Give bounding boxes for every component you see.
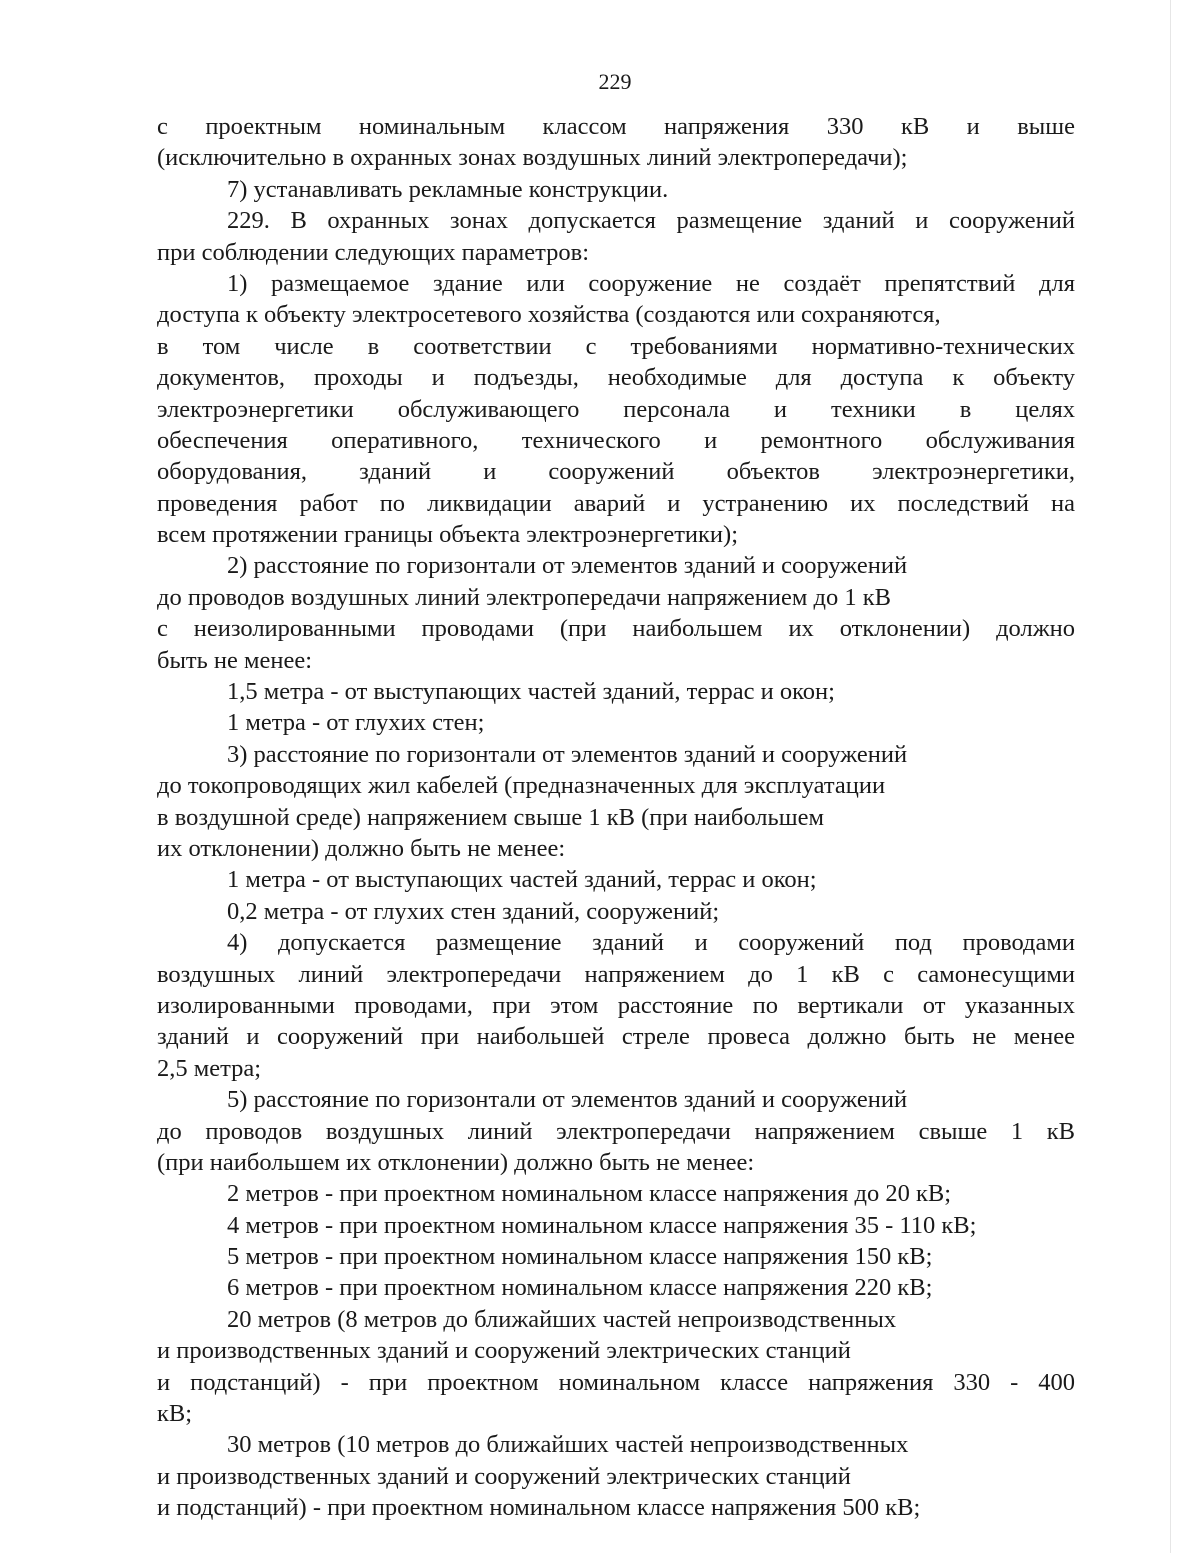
text-line: и производственных зданий и сооружений электрических станций — [157, 1462, 851, 1490]
text-line: 6 метров - при проектном номинальном классе напряжения 220 кВ; — [227, 1274, 933, 1302]
text-line: воздушных линий электропередачи напряжением до 1 кВ с самонесущими — [157, 960, 1075, 988]
text-line: быть не менее: — [157, 646, 313, 674]
text-line: до проводов воздушных линий электропередачи напряжением свыше 1 кВ — [157, 1117, 1075, 1145]
text-line: 229. В охранных зонах допускается размещение зданий и сооружений — [227, 207, 1075, 235]
text-line: 4) допускается размещение зданий и сооружений под проводами — [227, 929, 1075, 957]
text-line: с проектным номинальным классом напряжения 330 кВ и выше — [157, 113, 1075, 140]
text-line: изолированными проводами, при этом расстояние по вертикали от указанных — [157, 991, 1075, 1019]
text-line: 5 метров - при проектном номинальном классе напряжения 150 кВ; — [227, 1243, 933, 1271]
page-number: 229 — [598, 69, 632, 94]
text-line: 7) устанавливать рекламные конструкции. — [227, 175, 669, 203]
text-line: 1) размещаемое здание или сооружение не создаёт препятствий для — [227, 269, 1075, 297]
scan-edge-line — [1170, 0, 1171, 1553]
text-line: при соблюдении следующих параметров: — [157, 238, 590, 266]
text-line: кВ; — [157, 1400, 193, 1428]
text-line: до проводов воздушных линий электропередачи напряжением до 1 кВ — [157, 583, 891, 611]
text-line: 2 метров - при проектном номинальном классе напряжения до 20 кВ; — [227, 1180, 952, 1208]
text-line: до токопроводящих жил кабелей (предназначенных для эксплуатации — [157, 772, 886, 800]
document-body — [157, 111, 1075, 1524]
text-line: 4 метров - при проектном номинальном классе напряжения 35 - 110 кВ; — [227, 1211, 977, 1239]
text-line: всем протяжении границы объекта электроэнергетики); — [157, 521, 739, 549]
text-line: с неизолированными проводами (при наибольшем их отклонении) должно — [157, 615, 1075, 643]
text-line: и производственных зданий и сооружений электрических станций — [157, 1337, 851, 1365]
text-line: и подстанций) - при проектном номинальном классе напряжения 500 кВ; — [157, 1494, 921, 1522]
text-line: в том числе в соответствии с требованиями нормативно-технических — [157, 332, 1075, 360]
text-line: 2,5 метра; — [157, 1054, 262, 1082]
text-line: и подстанций) - при проектном номинальном классе напряжения 330 - 400 — [157, 1368, 1075, 1396]
text-line: обеспечения оперативного, технического и ремонтного обслуживания — [157, 426, 1075, 454]
text-line: 1,5 метра - от выступающих частей зданий, террас и окон; — [227, 678, 835, 706]
text-line: 5) расстояние по горизонтали от элементов зданий и сооружений — [227, 1086, 908, 1114]
text-line: 2) расстояние по горизонтали от элементов зданий и сооружений — [227, 552, 908, 580]
text-line: их отклонении) должно быть не менее: — [157, 834, 566, 862]
text-line: (при наибольшем их отклонении) должно быть не менее: — [157, 1148, 755, 1176]
text-line: документов, проходы и подъезды, необходимые для доступа к объекту — [157, 364, 1075, 392]
text-line: 1 метра - от глухих стен; — [227, 709, 485, 737]
text-line: 30 метров (10 метров до ближайших частей непроизводственных — [227, 1431, 909, 1459]
text-line: в воздушной среде) напряжением свыше 1 кВ (при наибольшем — [157, 803, 824, 831]
text-line: 1 метра - от выступающих частей зданий, террас и окон; — [227, 866, 817, 894]
text-line: проведения работ по ликвидации аварий и устранению их последствий на — [157, 489, 1075, 517]
text-line: зданий и сооружений при наибольшей стреле провеса должно быть не менее — [157, 1023, 1075, 1051]
text-line: (исключительно в охранных зонах воздушных линий электропередачи); — [157, 144, 908, 172]
text-line: электроэнергетики обслуживающего персонала и техники в целях — [157, 395, 1075, 423]
text-line: доступа к объекту электросетевого хозяйства (создаются или сохраняются, — [157, 301, 941, 329]
text-line: 20 метров (8 метров до ближайших частей непроизводственных — [227, 1305, 897, 1333]
text-line: 3) расстояние по горизонтали от элементов зданий и сооружений — [227, 740, 908, 768]
text-line: оборудования, зданий и сооружений объектов электроэнергетики, — [157, 458, 1075, 486]
text-line: 0,2 метра - от глухих стен зданий, сооружений; — [227, 897, 720, 925]
